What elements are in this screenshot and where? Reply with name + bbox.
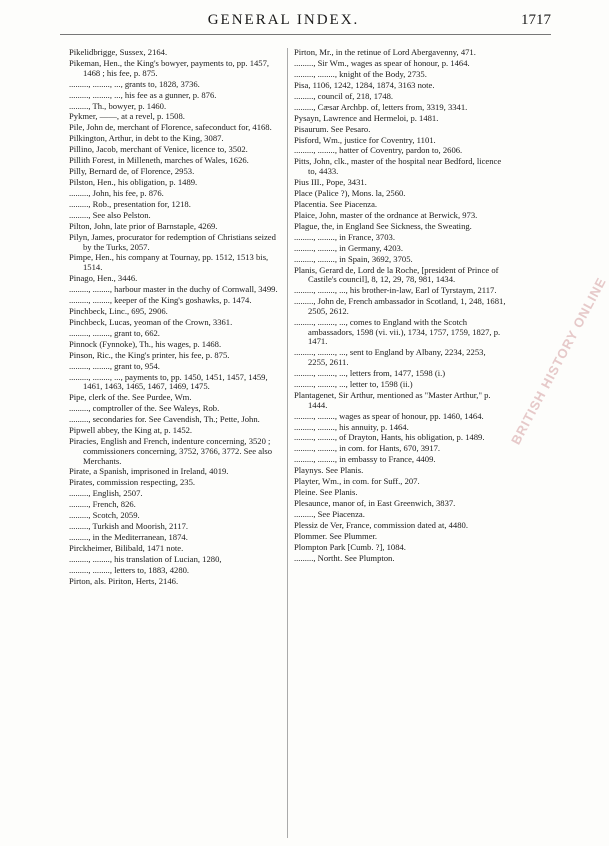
index-entry: Playnys. See Planis.	[294, 465, 364, 476]
index-entry: ........., Sir Wm., wages as spear of honour, p. 1464.	[294, 57, 470, 68]
index-entry: Pinnock (Fynnoke), Th., his wages, p. 1468.	[69, 338, 222, 349]
index-entry: ........., French, 826.	[69, 499, 136, 510]
index-entry: ........., ........, ..., grants to, 1828, 3736.	[69, 78, 200, 89]
index-entry: Pilyn, James, procurator for redemption of Christians seized by the Turks, 2057.	[69, 231, 276, 252]
index-entry: Pillith Forest, in Milleneth, marches of Wales, 1626.	[69, 155, 249, 166]
index-entry: ........., ........, ..., letter to, 1598 (ii.)	[294, 378, 413, 389]
index-entry: Plaice, John, master of the ordnance at Berwick, 973.	[294, 209, 478, 220]
index-entry: Placentia. See Piacenza.	[294, 198, 378, 209]
index-column-right	[294, 48, 506, 565]
index-entry: Plompton Park [Cumb. ?], 1084.	[294, 541, 406, 552]
index-entry: ........., ........, of Drayton, Hants, his obligation, p. 1489.	[294, 432, 485, 443]
index-entry: ........., ........, in embassy to France, 4409.	[294, 454, 436, 465]
index-entry: ........., Northt. See Plumpton.	[294, 552, 395, 563]
index-entry: Pinago, Hen., 3446.	[69, 273, 138, 284]
index-entry: Pilston, Hen., his obligation, p. 1489.	[69, 177, 198, 188]
index-entry: ........., ........, in com. for Hants, 670, 3917.	[294, 443, 441, 454]
index-entry: ........., ........, grant to, 954.	[69, 360, 160, 371]
index-entry: ........., ........, in Germany, 4203.	[294, 242, 403, 253]
index-entry: ........., in the Mediterranean, 1874.	[69, 532, 188, 543]
index-entry: ........., Th., bowyer, p. 1460.	[69, 100, 167, 111]
index-entry: Pirton, als. Piriton, Herts, 2146.	[69, 575, 179, 586]
page-header	[0, 12, 567, 38]
index-entry: Pilly, Bernard de, of Florence, 2953.	[69, 166, 195, 177]
index-entry: Pilton, John, late prior of Barnstaple, 4269.	[69, 220, 218, 231]
index-entry: ........., secondaries for. See Cavendish, Th.; Pette, John.	[69, 414, 260, 425]
index-entry: ........., ........, grant to, 662.	[69, 327, 160, 338]
index-entry: Pisa, 1106, 1242, 1284, 1874, 3163 note.	[294, 79, 435, 90]
index-entry: ........., ........, ..., payments to, pp. 1450, 1451, 1457, 1459, 1461, 1463, 1465, 1467, 1469, 1475.	[69, 371, 268, 392]
index-entry: ........., ........, harbour master in the duchy of Cornwall, 3499.	[69, 284, 278, 295]
index-entry: Pillino, Jacob, merchant of Venice, licence to, 3502.	[69, 144, 248, 155]
index-entry: ........., ........, wages as spear of honour, pp. 1460, 1464.	[294, 410, 484, 421]
column-divider	[287, 48, 288, 838]
index-entry: Planis, Gerard de, Lord de la Roche, [president of Prince of Castile's council], 8, 12, 29, 78, 981, 1434.	[294, 264, 499, 285]
index-entry: Pykmer, ——, at a revel, p. 1508.	[69, 111, 185, 122]
index-entry: ........., ........, his annuity, p. 1464.	[294, 421, 409, 432]
index-entry: ........., See Piacenza.	[294, 509, 365, 519]
index-entry: Pipwell abbey, the King at, p. 1452.	[69, 425, 193, 436]
index-entry: Pysayn, Lawrence and Hermeloi, p. 1481.	[294, 112, 439, 123]
index-entry: ........., ........, hatter of Coventry, pardon to, 2606.	[294, 145, 463, 156]
index-entry: Plommer. See Plummer.	[294, 530, 378, 541]
index-entry: Pinchbeck, Lucas, yeoman of the Crown, 3361.	[69, 316, 233, 327]
index-entry: Pirates, commission respecting, 235.	[69, 477, 196, 488]
index-entry: Pirckheimer, Bilibald, 1471 note.	[69, 543, 184, 553]
index-entry: Plessiz de Ver, France, commission dated at, 4480.	[294, 519, 468, 530]
watermark: BRITISH HISTORY ONLINE	[508, 274, 609, 448]
index-entry: Pirate, a Spanish, imprisoned in Ireland, 4019.	[69, 466, 229, 477]
index-entry: ........., ........, ..., comes to England with the Scotch ambassadors, 1598 (vi. vii.), 1734, 1757, 1759, 1827, p. 1471.	[294, 316, 501, 347]
index-entry: Pinson, Ric., the King's printer, his fee, p. 875.	[69, 349, 230, 360]
index-entry: ........., ........, ..., his fee as a gunner, p. 876.	[69, 89, 217, 100]
index-entry: Plague, the, in England See Sickness, the Sweating.	[294, 220, 472, 231]
index-entry: ........., ........, ..., sent to England by Albany, 2234, 2253, 2255, 2611.	[294, 347, 486, 368]
index-entry: Pisaurum. See Pesaro.	[294, 123, 371, 134]
index-entry: ........., Rob., presentation for, 1218.	[69, 198, 191, 209]
index-entry: ........., ........, in Spain, 3692, 3705.	[294, 253, 413, 264]
index-entry: Pipe, clerk of the. See Purdee, Wm.	[69, 392, 192, 403]
index-entry: Piracies, English and French, indenture concerning, 3520 ; commissioners concerning, 3752, 3766, 3772. See also Merchants.	[69, 436, 273, 466]
index-entry: Pius III., Pope, 3431.	[294, 177, 367, 188]
index-entry: ........., Cæsar Archbp. of, letters from, 3319, 3341.	[294, 101, 468, 112]
index-entry: ........., Scotch, 2059.	[69, 510, 140, 521]
index-entry: Pilkington, Arthur, in debt to the King, 3087.	[69, 133, 224, 144]
index-entry: ........., comptroller of the. See Waleys, Rob.	[69, 403, 220, 414]
index-entry: Pikeman, Hen., the King's bowyer, payments to, pp. 1457, 1468 ; his fee, p. 875.	[69, 57, 270, 78]
index-entry: Plantagenet, Sir Arthur, mentioned as "Master Arthur," p. 1444.	[294, 389, 491, 410]
index-entry: ........., Turkish and Moorish, 2117.	[69, 521, 189, 532]
index-entry: Pirton, Mr., in the retinue of Lord Abergavenny, 471.	[294, 47, 476, 57]
index-entry: ........., English, 2507.	[69, 488, 143, 499]
index-entry: ........., ........, keeper of the King's goshawks, p. 1474.	[69, 295, 252, 305]
index-entry: ........., John, his fee, p. 876.	[69, 188, 164, 198]
index-entry: Pinchbeck, Linc., 695, 2906.	[69, 305, 168, 316]
index-entry: ........., council of, 218, 1748.	[294, 90, 394, 101]
index-entry: Place (Palice ?), Mons. la, 2560.	[294, 188, 406, 198]
index-entry: Pisford, Wm., justice for Coventry, 1101.	[294, 134, 436, 145]
index-entry: ........., ........, ..., his brother-in-law, Earl of Tyrstaym, 2117.	[294, 285, 497, 296]
index-entry: Pimpe, Hen., his company at Tournay, pp. 1512, 1513 bis, 1514.	[69, 252, 269, 273]
index-entry: ........., ........, his translation of Lucian, 1280,	[69, 553, 222, 564]
index-entry: ........., See also Pelston.	[69, 209, 151, 220]
index-column-left	[69, 48, 281, 588]
index-entry: Pikelidbrigge, Sussex, 2164.	[69, 47, 168, 57]
index-entry: Playter, Wm., in com. for Suff., 207.	[294, 476, 420, 487]
index-entry: Pleine. See Planis.	[294, 487, 358, 498]
index-entry: Pitts, John, clk., master of the hospital near Bedford, licence to, 4433.	[294, 156, 502, 177]
index-entry: ........., ........, in France, 3703.	[294, 231, 395, 242]
index-entry: Plesaunce, manor of, in East Greenwich, 3837.	[294, 498, 456, 509]
page-number: 1717	[521, 12, 551, 28]
index-entry: ........., ........, letters to, 1883, 4280.	[69, 564, 190, 575]
index-entry: ........., ........, ..., letters from, 1477, 1598 (i.)	[294, 368, 446, 378]
index-entry: Pile, John de, merchant of Florence, safeconduct for, 4168.	[69, 122, 272, 133]
header-rule	[60, 34, 551, 35]
running-title: GENERAL INDEX.	[207, 12, 360, 28]
index-entry: ........., John de, French ambassador in Scotland, 1, 248, 1681, 2505, 2612.	[294, 296, 506, 316]
index-entry: ........., ........, knight of the Body, 2735.	[294, 68, 427, 79]
